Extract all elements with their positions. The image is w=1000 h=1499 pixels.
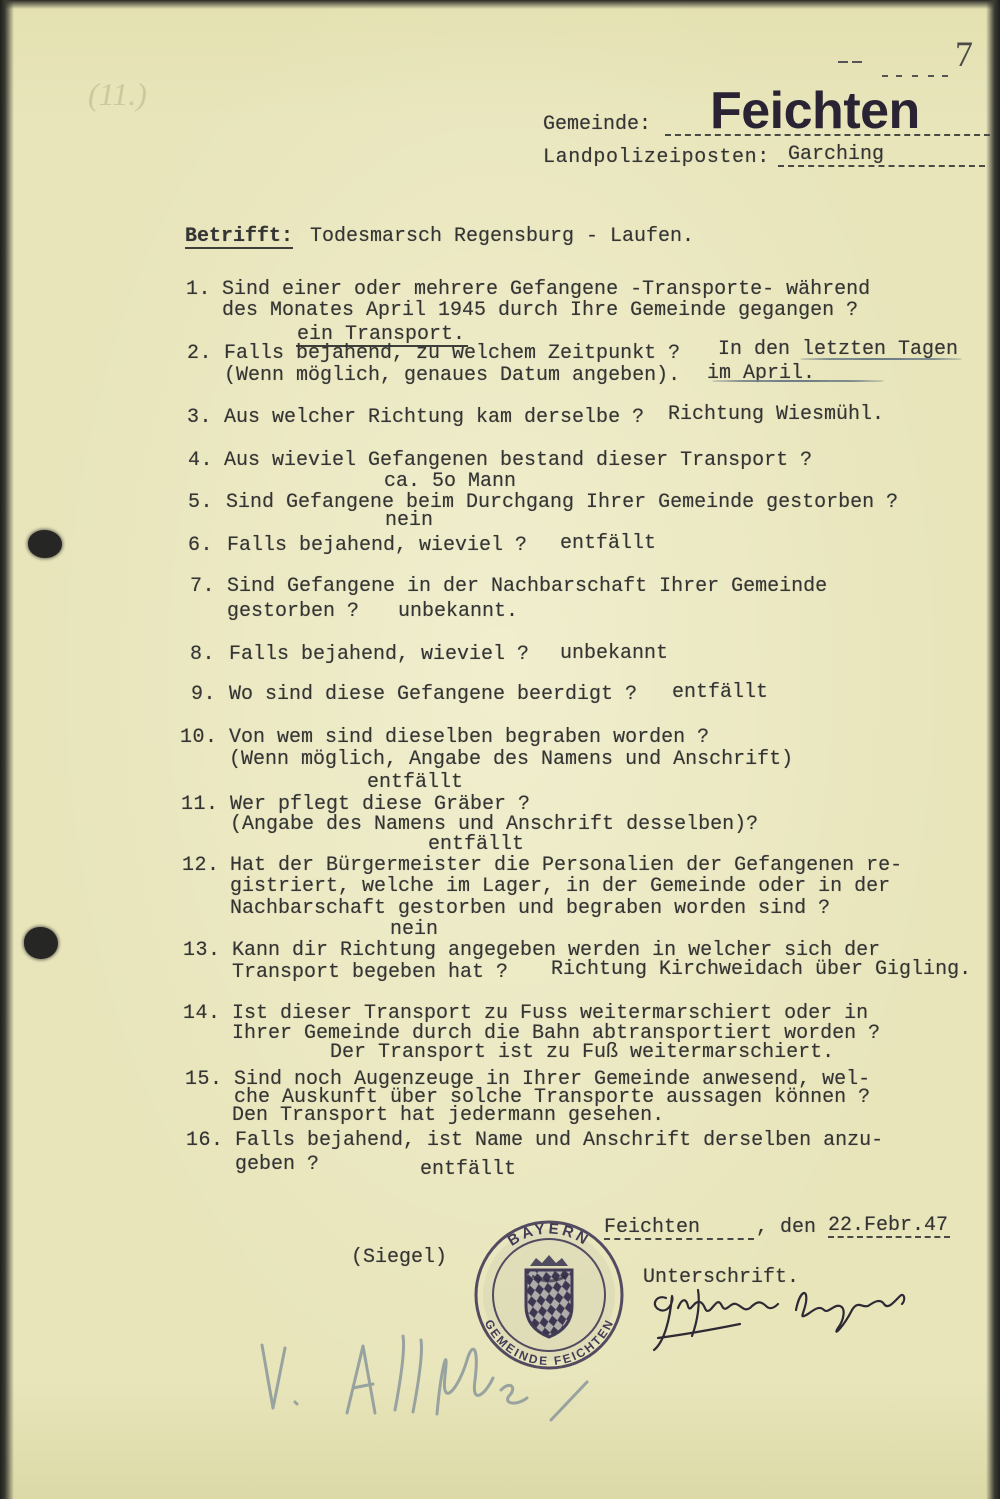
question-line: Aus welcher Richtung kam derselbe ? bbox=[224, 406, 645, 429]
question-line: che Auskunft über solche Transporte aussagen können ? bbox=[234, 1086, 871, 1109]
seal-top-text: BAYERN bbox=[504, 1220, 594, 1250]
gemeinde-label: Gemeinde: bbox=[543, 113, 652, 136]
punch-hole-lower bbox=[24, 927, 58, 959]
signature-label: Unterschrift. bbox=[643, 1266, 800, 1289]
seal-label: (Siegel) bbox=[351, 1246, 448, 1269]
question-line: Von wem sind dieselben begraben worden ? bbox=[229, 726, 710, 749]
question-number: 1. bbox=[186, 278, 212, 301]
answer-text: entfällt bbox=[560, 532, 657, 555]
signature bbox=[648, 1280, 913, 1360]
question-number: 5. bbox=[188, 491, 214, 514]
question-number: 2. bbox=[187, 342, 213, 365]
question-line: Falls bejahend, zu welchem Zeitpunkt ? bbox=[224, 342, 681, 365]
answer-text: nein bbox=[385, 509, 434, 532]
footer-date-line bbox=[828, 1236, 950, 1238]
question-line: gistriert, welche im Lager, in der Gemeinde oder in der bbox=[230, 875, 891, 898]
question-line: Sind noch Augenzeuge in Ihrer Gemeinde anwesend, wel- bbox=[234, 1068, 871, 1091]
question-number: 14. bbox=[183, 1002, 221, 1025]
question-line: des Monates April 1945 durch Ihre Gemeinde gegangen ? bbox=[222, 299, 859, 322]
scan-edge-left bbox=[0, 0, 14, 1499]
question-number: 13. bbox=[183, 939, 221, 962]
footer-date: 22.Febr.47 bbox=[828, 1214, 949, 1237]
posten-fill-line bbox=[778, 165, 985, 167]
posten-value: Garching bbox=[788, 143, 885, 166]
subject-text: Todesmarsch Regensburg - Laufen. bbox=[310, 225, 695, 248]
answer-text: In den letzten Tagen bbox=[718, 338, 959, 361]
question-number: 16. bbox=[186, 1129, 224, 1152]
pencil-annotation bbox=[255, 1318, 600, 1433]
scan-edge-top bbox=[0, 0, 1000, 9]
gemeinde-stamp: Feichten bbox=[710, 82, 920, 140]
posten-label: Landpolizeiposten: bbox=[543, 146, 770, 169]
answer-text: entfällt bbox=[428, 833, 525, 856]
question-line: Sind Gefangene beim Durchgang Ihrer Gemeinde gestorben ? bbox=[226, 491, 899, 514]
question-line: Sind einer oder mehrere Gefangene -Transporte- während bbox=[222, 278, 871, 301]
question-number: 10. bbox=[180, 726, 218, 749]
question-line: Aus wieviel Gefangenen bestand dieser Transport ? bbox=[224, 449, 813, 472]
question-line: Falls bejahend, wieviel ? bbox=[229, 643, 530, 666]
question-number: 4. bbox=[188, 449, 214, 472]
question-line: Ist dieser Transport zu Fuss weitermarschiert oder in bbox=[232, 1002, 869, 1025]
answer-text: entfällt bbox=[672, 681, 769, 704]
question-number: 15. bbox=[185, 1068, 223, 1091]
question-line: (Angabe des Namens und Anschrift desselben)? bbox=[230, 813, 759, 836]
page-number: 7 bbox=[955, 34, 973, 74]
answer-text: unbekannt bbox=[560, 642, 669, 665]
answer-text: im April. bbox=[707, 362, 816, 385]
subject-label-underline bbox=[185, 247, 293, 249]
punch-hole-upper bbox=[28, 530, 62, 558]
question-line: gestorben ? bbox=[227, 600, 360, 623]
question-line: Wo sind diese Gefangene beerdigt ? bbox=[229, 683, 638, 706]
question-number: 9. bbox=[191, 683, 217, 706]
seal-bottom-text: GEMEINDE FEICHTEN bbox=[481, 1316, 617, 1369]
question-number: 11. bbox=[181, 793, 219, 816]
answer-text: Der Transport ist zu Fuß weitermarschiert. bbox=[330, 1041, 835, 1064]
footer-place: Feichten bbox=[604, 1216, 701, 1239]
pencil-underline bbox=[800, 358, 962, 360]
question-line: Sind Gefangene in der Nachbarschaft Ihrer Gemeinde bbox=[227, 575, 828, 598]
question-number: 12. bbox=[182, 854, 220, 877]
margin-marks bbox=[830, 50, 960, 85]
question-line: Falls bejahend, wieviel ? bbox=[227, 534, 528, 557]
question-number: 8. bbox=[190, 643, 216, 666]
answer-text: Den Transport hat jedermann gesehen. bbox=[232, 1104, 665, 1127]
question-line: Kann dir Richtung angegeben werden in welcher sich der bbox=[232, 939, 881, 962]
answer-text: Richtung Wiesmühl. bbox=[668, 403, 885, 426]
question-line: Nachbarschaft gestorben und begraben worden sind ? bbox=[230, 897, 831, 920]
answer-text: ca. 5o Mann bbox=[384, 470, 517, 493]
question-line: Falls bejahend, ist Name und Anschrift derselben anzu- bbox=[235, 1129, 884, 1152]
question-line: Transport begeben hat ? bbox=[232, 961, 509, 984]
question-line: (Wenn möglich, Angabe des Namens und Anschrift) bbox=[229, 748, 794, 771]
answer-text: ein Transport. bbox=[297, 323, 466, 346]
answer-text: unbekannt. bbox=[398, 600, 519, 623]
answer-text: entfällt bbox=[420, 1158, 517, 1181]
question-line: Wer pflegt diese Gräber ? bbox=[230, 793, 531, 816]
archive-mark: (11.) bbox=[88, 76, 147, 112]
footer-date-prefix: , den bbox=[756, 1216, 817, 1239]
answer-text: nein bbox=[390, 918, 439, 941]
answer-text: entfällt bbox=[367, 771, 464, 794]
subject-label: Betrifft: bbox=[185, 225, 294, 248]
question-number: 6. bbox=[188, 534, 214, 557]
question-number: 7. bbox=[190, 575, 216, 598]
pencil-underline bbox=[712, 380, 884, 382]
question-line: geben ? bbox=[235, 1153, 320, 1176]
question-line: Ihrer Gemeinde durch die Bahn abtransportiert worden ? bbox=[232, 1022, 881, 1045]
scan-edge-right bbox=[986, 0, 1000, 1499]
question-line: (Wenn möglich, genaues Datum angeben). bbox=[224, 364, 681, 387]
question-line: Hat der Bürgermeister die Personalien der Gefangenen re- bbox=[230, 854, 903, 877]
question-number: 3. bbox=[187, 406, 213, 429]
answer-text: Richtung Kirchweidach über Gigling. bbox=[551, 958, 972, 981]
